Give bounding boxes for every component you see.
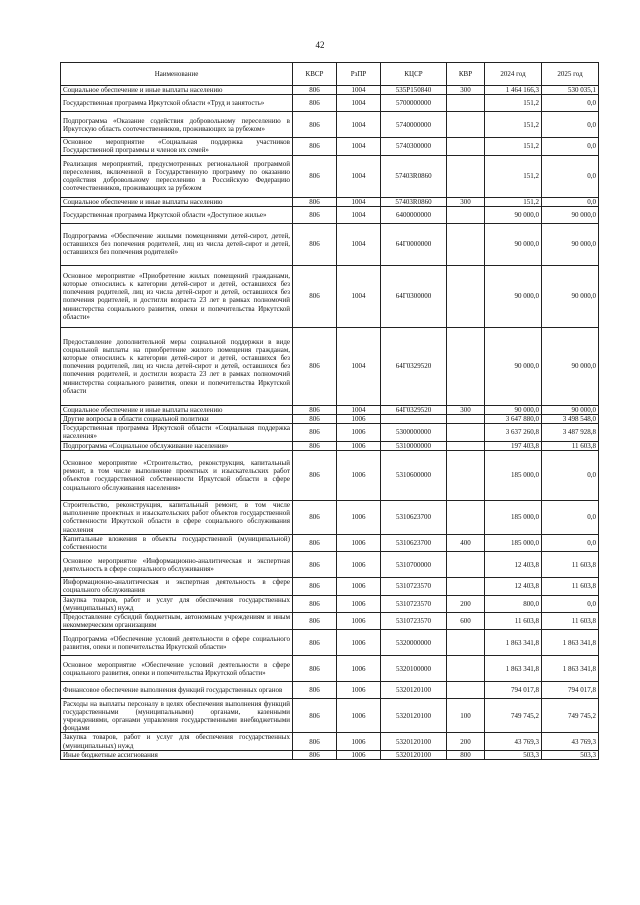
table-row	[61, 86, 599, 95]
cell-kvsr: 806	[293, 613, 337, 630]
cell-value-2024: 90 000,0	[485, 223, 542, 265]
table-row	[61, 155, 599, 197]
cell-kcsr: 5310000000	[381, 441, 447, 450]
cell-name: Строительство, реконструкция, капитальный ремонт, в том числе выполнение проектных и изыскательских работ объектов государственной собственности Иркутской области в сфере социального обслуживания населения	[61, 500, 293, 534]
table-row	[61, 265, 599, 327]
cell-rzpr: 1006	[337, 699, 381, 733]
cell-rzpr: 1004	[337, 405, 381, 414]
cell-kcsr: 64Г0329520	[381, 405, 447, 414]
cell-value-2025: 0,0	[542, 197, 599, 206]
cell-value-2024: 3 637 260,8	[485, 424, 542, 441]
cell-kvsr: 806	[293, 95, 337, 112]
cell-value-2025: 0,0	[542, 155, 599, 197]
cell-name: Информационно-аналитическая и экспертная деятельность в сфере социального обслуживания	[61, 578, 293, 595]
cell-kcsr: 6400000000	[381, 206, 447, 223]
cell-value-2024: 800,0	[485, 595, 542, 612]
cell-value-2025: 90 000,0	[542, 223, 599, 265]
cell-rzpr: 1004	[337, 155, 381, 197]
cell-value-2025: 1 863 341,8	[542, 656, 599, 682]
cell-kvr	[447, 95, 485, 112]
cell-value-2024: 3 647 880,0	[485, 415, 542, 424]
cell-kvr	[447, 578, 485, 595]
cell-value-2024: 90 000,0	[485, 265, 542, 327]
cell-value-2025: 0,0	[542, 450, 599, 500]
cell-value-2024: 151,2	[485, 197, 542, 206]
table-row	[61, 699, 599, 733]
cell-kcsr: 5310723570	[381, 613, 447, 630]
table-row	[61, 206, 599, 223]
cell-kcsr: 5740300000	[381, 138, 447, 155]
cell-kcsr: 5310723570	[381, 595, 447, 612]
cell-name: Основное мероприятие «Социальная поддержка участников Государственной программы и членов их семей»	[61, 138, 293, 155]
cell-value-2025: 503,3	[542, 750, 599, 759]
cell-value-2024: 90 000,0	[485, 405, 542, 414]
cell-kvr: 200	[447, 595, 485, 612]
cell-kvr	[447, 112, 485, 138]
cell-name: Реализация мероприятий, предусмотренных региональной программой переселения, включенной в Государственную программу по оказанию содействия добровольному переселению в Российскую Федерацию соотечественников, проживающих за рубежом	[61, 155, 293, 197]
cell-kvr: 300	[447, 405, 485, 414]
cell-name: Социальное обеспечение и иные выплаты населению	[61, 86, 293, 95]
cell-kcsr: 64Г0000000	[381, 223, 447, 265]
cell-name: Социальное обеспечение и иные выплаты населению	[61, 405, 293, 414]
table-row	[61, 112, 599, 138]
cell-value-2024: 151,2	[485, 155, 542, 197]
cell-name: Предоставление дополнительной меры социальной поддержки в виде социальной выплаты на приобретение жилого помещения гражданам, которые относились к категории детей-сирот и детей, оставшихся без попечения родителей, лиц из числа детей-сирот и детей, оставшихся без попечения родителей, и достигли возраста 23 лет в рамках полномочий министерства социального развития, опеки и попечительства Иркутской области	[61, 327, 293, 405]
budget-table	[60, 62, 599, 760]
cell-value-2025: 11 603,8	[542, 613, 599, 630]
cell-value-2024: 12 403,8	[485, 578, 542, 595]
cell-value-2024: 43 769,3	[485, 733, 542, 750]
cell-rzpr: 1006	[337, 441, 381, 450]
cell-kvsr: 806	[293, 415, 337, 424]
cell-kcsr: 5740000000	[381, 112, 447, 138]
cell-kvsr: 806	[293, 112, 337, 138]
cell-kvsr: 806	[293, 155, 337, 197]
cell-value-2024: 794 017,8	[485, 682, 542, 699]
header-kvsr: КВСР	[293, 63, 337, 86]
cell-value-2025: 90 000,0	[542, 327, 599, 405]
cell-kvsr: 806	[293, 500, 337, 534]
cell-kvsr: 806	[293, 223, 337, 265]
cell-value-2025: 11 603,8	[542, 578, 599, 595]
cell-kvr	[447, 206, 485, 223]
cell-kvr: 400	[447, 534, 485, 551]
table-row	[61, 613, 599, 630]
cell-value-2024: 1 464 166,3	[485, 86, 542, 95]
cell-kvr	[447, 630, 485, 656]
cell-rzpr: 1004	[337, 327, 381, 405]
cell-kvsr: 806	[293, 733, 337, 750]
cell-kvr	[447, 441, 485, 450]
cell-rzpr: 1006	[337, 450, 381, 500]
table-row	[61, 595, 599, 612]
cell-kvr: 300	[447, 86, 485, 95]
cell-kvr	[447, 327, 485, 405]
cell-kcsr: 5310623700	[381, 500, 447, 534]
cell-kvsr: 806	[293, 534, 337, 551]
cell-value-2025: 530 035,1	[542, 86, 599, 95]
header-rzpr: РзПР	[337, 63, 381, 86]
cell-kcsr: 5310623700	[381, 534, 447, 551]
cell-kcsr: 57403R0860	[381, 197, 447, 206]
table-row	[61, 682, 599, 699]
cell-value-2024: 197 403,8	[485, 441, 542, 450]
cell-kvsr: 806	[293, 206, 337, 223]
cell-kvr	[447, 552, 485, 578]
cell-kcsr: 5300000000	[381, 424, 447, 441]
cell-kvsr: 806	[293, 405, 337, 414]
header-kvr: КВР	[447, 63, 485, 86]
cell-kcsr	[381, 415, 447, 424]
cell-name: Подпрограмма «Социальное обслуживание населения»	[61, 441, 293, 450]
cell-kvr: 600	[447, 613, 485, 630]
cell-kvr	[447, 415, 485, 424]
table-row	[61, 552, 599, 578]
cell-name: Другие вопросы в области социальной политики	[61, 415, 293, 424]
table-row	[61, 197, 599, 206]
cell-rzpr: 1006	[337, 500, 381, 534]
table-row	[61, 95, 599, 112]
cell-rzpr: 1006	[337, 682, 381, 699]
cell-name: Основное мероприятие «Информационно-аналитическая и экспертная деятельность в сфере социального обслуживания»	[61, 552, 293, 578]
cell-name: Иные бюджетные ассигнования	[61, 750, 293, 759]
cell-rzpr: 1004	[337, 112, 381, 138]
cell-value-2024: 503,3	[485, 750, 542, 759]
table-row	[61, 750, 599, 759]
cell-rzpr: 1006	[337, 733, 381, 750]
cell-value-2024: 185 000,0	[485, 500, 542, 534]
cell-rzpr: 1004	[337, 265, 381, 327]
cell-rzpr: 1004	[337, 95, 381, 112]
table-row	[61, 500, 599, 534]
cell-name: Расходы на выплаты персоналу в целях обеспечения выполнения функций государственными (муниципальными) органами, казенными учреждениями, органами управления государственными внебюджетными фондами	[61, 699, 293, 733]
cell-value-2025: 0,0	[542, 534, 599, 551]
cell-kvsr: 806	[293, 699, 337, 733]
cell-kvr: 100	[447, 699, 485, 733]
cell-kvsr: 806	[293, 682, 337, 699]
table-row	[61, 630, 599, 656]
cell-kvr	[447, 682, 485, 699]
table-row	[61, 138, 599, 155]
cell-name: Подпрограмма «Обеспечение условий деятельности в сфере социального развития, опеки и попечительства Иркутской области»	[61, 630, 293, 656]
cell-rzpr: 1004	[337, 138, 381, 155]
page-number: 42	[315, 40, 325, 50]
cell-kvr: 800	[447, 750, 485, 759]
cell-kcsr: 64Г0300000	[381, 265, 447, 327]
cell-name: Основное мероприятие «Строительство, реконструкция, капитальный ремонт, в том числе выполнение проектных и изыскательских работ объектов государственной собственности Иркутской области в сфере социального обслуживания населения»	[61, 450, 293, 500]
cell-value-2025: 3 487 928,8	[542, 424, 599, 441]
cell-kvsr: 806	[293, 327, 337, 405]
cell-name: Государственная программа Иркутской области «Социальная поддержка населения»	[61, 424, 293, 441]
cell-rzpr: 1004	[337, 223, 381, 265]
cell-kvsr: 806	[293, 595, 337, 612]
cell-rzpr: 1006	[337, 656, 381, 682]
cell-value-2025: 794 017,8	[542, 682, 599, 699]
cell-kvr: 300	[447, 197, 485, 206]
cell-rzpr: 1004	[337, 197, 381, 206]
cell-value-2024: 90 000,0	[485, 327, 542, 405]
cell-kcsr: 5320120100	[381, 699, 447, 733]
cell-kvr	[447, 138, 485, 155]
cell-value-2024: 185 000,0	[485, 534, 542, 551]
cell-value-2025: 90 000,0	[542, 405, 599, 414]
cell-value-2025: 11 603,8	[542, 552, 599, 578]
cell-kvsr: 806	[293, 441, 337, 450]
cell-kvr	[447, 500, 485, 534]
cell-value-2024: 11 603,8	[485, 613, 542, 630]
cell-kcsr: 5310600000	[381, 450, 447, 500]
cell-kvsr: 806	[293, 265, 337, 327]
cell-rzpr: 1006	[337, 424, 381, 441]
cell-kvr	[447, 223, 485, 265]
table-row	[61, 441, 599, 450]
cell-value-2025: 90 000,0	[542, 265, 599, 327]
cell-kvsr: 806	[293, 86, 337, 95]
cell-value-2025: 0,0	[542, 138, 599, 155]
cell-rzpr: 1006	[337, 534, 381, 551]
cell-name: Предоставление субсидий бюджетным, автономным учреждениям и иным некоммерческим организациям	[61, 613, 293, 630]
cell-value-2025: 90 000,0	[542, 206, 599, 223]
table-row	[61, 223, 599, 265]
cell-value-2024: 1 863 341,8	[485, 630, 542, 656]
cell-rzpr: 1004	[337, 206, 381, 223]
cell-kcsr: 5320000000	[381, 630, 447, 656]
table-body	[61, 86, 599, 760]
header-kcsr: КЦСР	[381, 63, 447, 86]
cell-kvr	[447, 155, 485, 197]
cell-kcsr: 5320100000	[381, 656, 447, 682]
cell-kcsr: 5700000000	[381, 95, 447, 112]
cell-value-2025: 749 745,2	[542, 699, 599, 733]
cell-name: Государственная программа Иркутской области «Труд и занятость»	[61, 95, 293, 112]
table-row	[61, 327, 599, 405]
cell-value-2024: 151,2	[485, 112, 542, 138]
header-name: Наименование	[61, 63, 293, 86]
cell-kcsr: 5310700000	[381, 552, 447, 578]
cell-kvsr: 806	[293, 656, 337, 682]
cell-kvsr: 806	[293, 578, 337, 595]
cell-value-2024: 151,2	[485, 95, 542, 112]
cell-rzpr: 1006	[337, 630, 381, 656]
cell-kvsr: 806	[293, 424, 337, 441]
cell-name: Основное мероприятие «Обеспечение условий деятельности в сфере социального развития, опеки и попечительства Иркутской области»	[61, 656, 293, 682]
cell-kvr	[447, 656, 485, 682]
cell-kcsr: 5310723570	[381, 578, 447, 595]
cell-name: Финансовое обеспечение выполнения функций государственных органов	[61, 682, 293, 699]
cell-name: Закупка товаров, работ и услуг для обеспечения государственных (муниципальных) нужд	[61, 733, 293, 750]
cell-value-2024: 1 863 341,8	[485, 656, 542, 682]
cell-value-2025: 11 603,8	[542, 441, 599, 450]
cell-name: Социальное обеспечение и иные выплаты населению	[61, 197, 293, 206]
header-2024: 2024 год	[485, 63, 542, 86]
cell-kvsr: 806	[293, 197, 337, 206]
header-2025: 2025 год	[542, 63, 599, 86]
cell-kvr	[447, 450, 485, 500]
cell-kcsr: 5320120100	[381, 733, 447, 750]
cell-kcsr: 57403R0860	[381, 155, 447, 197]
cell-value-2025: 1 863 341,8	[542, 630, 599, 656]
cell-rzpr: 1006	[337, 578, 381, 595]
cell-rzpr: 1004	[337, 86, 381, 95]
cell-value-2024: 90 000,0	[485, 206, 542, 223]
cell-rzpr: 1006	[337, 415, 381, 424]
cell-kvsr: 806	[293, 138, 337, 155]
cell-kvsr: 806	[293, 552, 337, 578]
cell-kvsr: 806	[293, 750, 337, 759]
cell-name: Основное мероприятие «Приобретение жилых помещений гражданами, которые относились к категории детей-сирот и детей, оставшихся без попечения родителей, лиц из числа детей-сирот и детей, оставшихся без попечения родителей, и достигли возраста 23 лет в рамках полномочий министерства социального развития, опеки и попечительства Иркутской области»	[61, 265, 293, 327]
cell-value-2025: 0,0	[542, 500, 599, 534]
cell-kcsr: 5320120100	[381, 750, 447, 759]
cell-value-2024: 12 403,8	[485, 552, 542, 578]
table-row	[61, 415, 599, 424]
table-row	[61, 656, 599, 682]
cell-rzpr: 1006	[337, 552, 381, 578]
cell-name: Государственная программа Иркутской области «Доступное жилье»	[61, 206, 293, 223]
cell-kcsr: 64Г0329520	[381, 327, 447, 405]
cell-name: Подпрограмма «Оказание содействия добровольному переселению в Иркутскую область соотечественников, проживающих за рубежом»	[61, 112, 293, 138]
cell-kvr: 200	[447, 733, 485, 750]
cell-value-2025: 43 769,3	[542, 733, 599, 750]
cell-kvsr: 806	[293, 630, 337, 656]
cell-value-2025: 3 498 548,0	[542, 415, 599, 424]
cell-rzpr: 1006	[337, 595, 381, 612]
table-row	[61, 424, 599, 441]
table-row	[61, 405, 599, 414]
table-header-row	[61, 63, 599, 86]
cell-value-2025: 0,0	[542, 595, 599, 612]
table-row	[61, 578, 599, 595]
cell-value-2024: 185 000,0	[485, 450, 542, 500]
cell-kcsr: 535Р150840	[381, 86, 447, 95]
cell-value-2025: 0,0	[542, 95, 599, 112]
cell-name: Закупка товаров, работ и услуг для обеспечения государственных (муниципальных) нужд	[61, 595, 293, 612]
table-row	[61, 534, 599, 551]
cell-kvr	[447, 265, 485, 327]
cell-rzpr: 1006	[337, 613, 381, 630]
cell-kvsr: 806	[293, 450, 337, 500]
cell-kvr	[447, 424, 485, 441]
cell-name: Подпрограмма «Обеспечение жилыми помещениями детей-сирот, детей, оставшихся без попечения родителей, лиц из числа детей-сирот и детей, оставшихся без попечения родителей»	[61, 223, 293, 265]
cell-value-2024: 151,2	[485, 138, 542, 155]
table-row	[61, 733, 599, 750]
cell-rzpr: 1006	[337, 750, 381, 759]
table-row	[61, 450, 599, 500]
cell-kcsr: 5320120100	[381, 682, 447, 699]
cell-value-2024: 749 745,2	[485, 699, 542, 733]
cell-name: Капитальные вложения в объекты государственной (муниципальной) собственности	[61, 534, 293, 551]
cell-value-2025: 0,0	[542, 112, 599, 138]
